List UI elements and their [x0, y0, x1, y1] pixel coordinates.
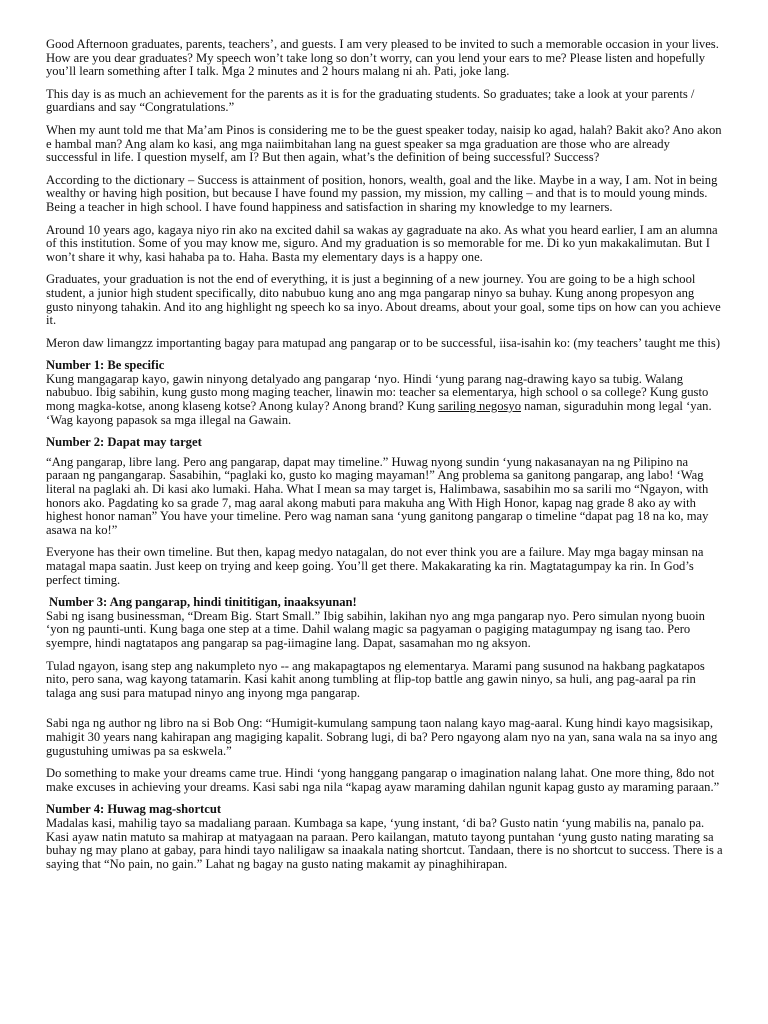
paragraph-five-tips-intro: Meron daw limangzz importanting bagay para matupad ang pangarap or to be successful, iisa-isahin ko: (my teachers’ taught me this): [46, 335, 721, 350]
paragraph-dream-big: Sabi ng isang businessman, “Dream Big. Start Small.” Ibig sabihin, lakihan nyo ang mga pangarap nyo. Pero simulan nyong buoin ‘yon ng paunti-unti. Kung baga one step at a time. Dahil walang magic sa pagyaman o pagiging matagumpay ng isang tao. Pero syempre, hindi nagtatapos ang pangarap sa pag-iimagine lang. Dapat, sasamahan mo ng aksyon.: [46, 608, 705, 650]
paragraph-new-journey: Graduates, your graduation is not the end of everything, it is just a beginning of a new journey. You are going to be a high school student, a junior high student specifically, dito nabubuo kung ano ang mga pangarap ninyo sa buhay. Kung anong propesyon ang gusto ninyong tahakin. And ito ang highlight ng speech ko sa inyo. About dreams, about your goal, some tips on how can you achieve it.: [46, 272, 721, 328]
paragraph-be-specific: [46, 373, 724, 427]
be-specific-text-start: Kung mangagarap kayo, gawin ninyong detalyado ang pangarap ‘nyo. Hindi ‘yung parang nag-drawing kayo sa tubig. Walang nabubuo. Ibig sabihin, kung gusto mong maging teacher, linawin mo: teacher sa elementarya, high school o sa college? Kung gusto mong magka-kotse, anong klaseng kotse? Anong kulay? Anong brand? Kung: [46, 371, 709, 414]
paragraph-ten-years-ago: Around 10 years ago, kagaya niyo rin ako na excited dahil sa wakas ay gagraduate na ako. As what you heard earlier, I am an alumna of this institution. Some of you may know me, siguro. And my graduation is so memorable for me. Di ko yun makakalimutan. But I won’t share it why, kasi hahaba pa to. Haha. Basta my elementary days is a happy one.: [46, 222, 718, 264]
paragraph-elementary-step: Tulad ngayon, isang step ang nakumpleto nyo -- ang makapagtapos ng elementarya. Marami pang susunod na hakbang pagkatapos nito, pero sana, wag kayong tatamarin. Kasi kahit anong tumbling at flip-top battle ang gawin ninyo, sa huli, ang pag-aaral pa rin talaga ang susi para matupad ninyo ang inyong mga pangarap.: [46, 658, 705, 700]
paragraph-congratulations: This day is as much an achievement for the parents as it is for the graduating students. So graduates; take a look at your parents / guardians and say “Congratulations.”: [46, 86, 695, 115]
heading-number-4: Number 4: Huwag mag-shortcut: [46, 802, 222, 817]
paragraph-guest-speaker: When my aunt told me that Ma’am Pinos is considering me to be the guest speaker today, naisip ko agad, halah? Bakit ako? Ano akon e hambal man? Ang alam ko kasi, ang mga naiimbitahan lang na guest speaker sa mga graduation are those who are already successful in life. I question myself, am I? But then again, what’s the definition of being successful? Success?: [46, 122, 722, 165]
paragraph-bob-ong-quote: Sabi nga ng author ng libro na si Bob Ong: “Humigit-kumulang sampung taon nalang kayo mag-aaral. Kung hindi kayo magsisikap, mahigit 30 years nang kahirapan ang magiging kapalit. Sobrang lugi, di ba? Pero ngayong alam nyo na yan, sana wala na sa inyo ang gugustuhing umiwas pa sa eskwela.”: [46, 716, 718, 758]
paragraph-own-timeline: Everyone has their own timeline. But then, kapag medyo natagalan, do not ever think you are a failure. May mga bagay minsan na matagal mapa saatin. Just keep on trying and keep going. You’ll get there. Makakarating ka rin. Magtatagumpay ka rin. In God’s perfect timing.: [46, 545, 704, 587]
be-specific-text-end: naman, siguraduhin mong legal ‘yan. ‘Wag kayong papasok sa mga illegal na Gawain.: [46, 399, 712, 427]
heading-number-3: Number 3: Ang pangarap, hindi tinititigan, inaaksyunan!: [49, 595, 357, 610]
paragraph-success-definition: According to the dictionary – Success is attainment of position, honors, wealth, goal and the like. Maybe in a way, I am. Not in being wealthy or having high position, but because I have found my passion, my mission, my calling – and that is to mould young minds. Being a teacher in high school. I have found happiness and satisfaction in sharing my knowledge to my learners.: [46, 172, 718, 214]
heading-number-1: Number 1: Be specific: [46, 358, 165, 373]
paragraph-greeting: Good Afternoon graduates, parents, teachers’, and guests. I am very pleased to be invited to such a memorable occasion in your lives. How are you dear graduates? My speech won’t take long so don’t worry, can you lend your ears to me? Please listen and hopefully you’ll learn something after I talk. Mga 2 minutes and 2 hours malang ni ah. Pati, joke lang.: [46, 37, 719, 79]
paragraph-target-timeline: “Ang pangarap, libre lang. Pero ang pangarap, dapat may timeline.” Huwag nyong sundin ‘yung nakasanayan na ng Pilipino na paraan ng pangangarap. Sasabihin, “paglaki ko, gusto ko maging mayaman!” Ang problema sa ganitong pangarap, ang labo! ‘Wag literal na paglaki ah. Di kasi ako lumaki. Haha. What I mean sa may target is, Halimbawa, sasabihin mo sa sarili mo “Ngayon, with honors ako. Pagdating ko sa grade 7, mag aaral akong mabuti para makuha ang With High Honor, kapag nag grade 8 ako ay with highest honor naman” You have your timeline. Pero wag naman sana ‘yung ganitong pangarap o timeline “dapat pag 18 na ko, may asawa na ko!”: [46, 454, 709, 537]
paragraph-no-shortcut: Madalas kasi, mahilig tayo sa madaliang paraan. Kumbaga sa kape, ‘yung instant, ‘di ba? Gusto natin ‘yung mabilis na, panalo pa. Kasi ayaw natin matuto sa mahirap at matyagaan na paraan. Pero kailangan, matuto tayong puntahan ‘yung gusto nating marating sa buhay ng may plano at gabay, para hindi tayo naliligaw sa inaakala nating shortcut. Tandaan, there is no shortcut to success. There is a saying that “No pain, no gain.” Lahat ng bagay na gusto nating makamit ay pinaghihirapan.: [46, 815, 723, 871]
paragraph-no-excuses: Do something to make your dreams came true. Hindi ‘yong hanggang pangarap o imagination nalang lahat. One more thing, 8do not make excuses in achieving your dreams. Kasi sabi nga nila “kapag ayaw maraming dahilan ngunit kapag gusto ay maraming paraan.”: [46, 766, 720, 794]
heading-number-2: Number 2: Dapat may target: [46, 435, 202, 450]
sariling-negosyo-link[interactable]: sariling negosyo: [438, 399, 521, 414]
